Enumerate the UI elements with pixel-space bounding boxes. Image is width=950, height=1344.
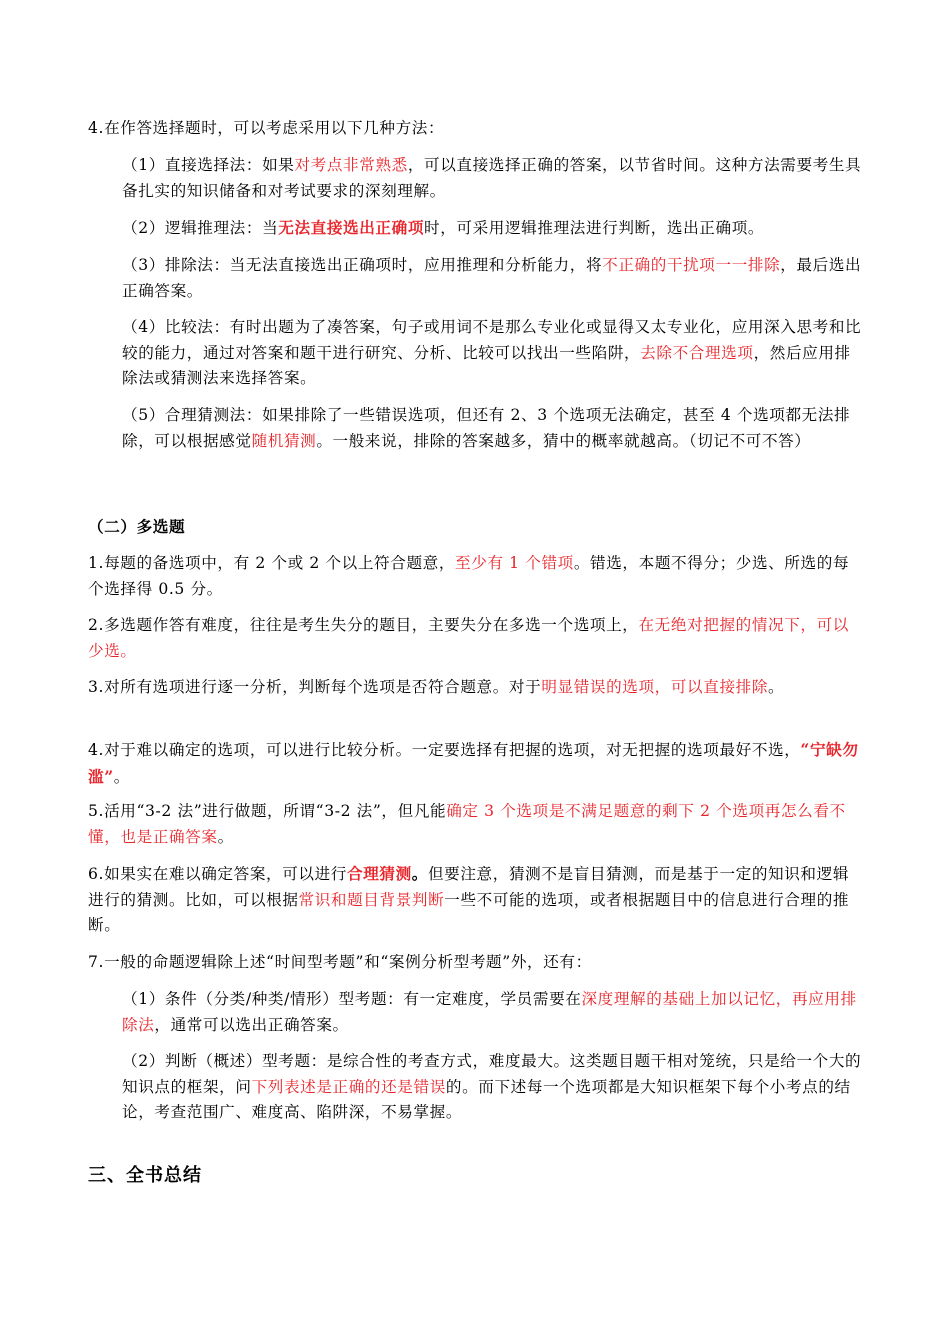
text: ，最后选出正确答案。: [122, 256, 862, 300]
text: 时，可采用逻辑推理法进行判断，选出正确项。: [424, 219, 765, 237]
text: 。: [217, 827, 234, 846]
highlight: 去除不合理选项: [640, 343, 754, 362]
multi-item-4: [88, 737, 864, 790]
multi-item-1: [88, 551, 864, 602]
highlight: 合理猜测: [346, 864, 412, 883]
text: （2）判断（概述）型考题：是综合性的考查方式，难度最大。这类题目题干相对笼统，只是给一个大的知识点的框架，问: [122, 1052, 862, 1096]
text: 。一般来说，排除的答案越多，猜中的概率就越高。（切记不可不答）: [316, 431, 811, 450]
method-guessing: [122, 403, 864, 454]
highlight: 在无绝对把握的情况下，可以少选。: [88, 616, 850, 660]
multi-item-7: [88, 950, 864, 976]
method-direct-choice: [122, 153, 864, 204]
multi-item-5: [88, 799, 864, 850]
text: ，然后应用排除法或猜测法来选择答案。: [122, 343, 851, 387]
text: 。: [411, 864, 428, 883]
text: 4.对于难以确定的选项，可以进行比较分析。一定要选择有把握的选项，对无把握的选项最好不选，: [88, 741, 801, 759]
highlight: 无法直接选出正确项: [278, 218, 425, 237]
highlight: 不正确的干扰项一一排除: [602, 256, 781, 274]
multi-choice-heading: （二）多选题: [88, 517, 186, 536]
question-type-condition: [122, 987, 864, 1038]
text: 。: [768, 678, 785, 696]
text: 6.如果实在难以确定答案，可以进行: [88, 865, 347, 883]
method-elimination: [122, 253, 864, 304]
text: 。: [113, 767, 130, 786]
text: 2.多选题作答有难度，往往是考生失分的题目，主要失分在多选一个选项上，: [88, 616, 639, 634]
method-comparison: [122, 315, 864, 392]
text: 4.在作答选择题时，可以考虑采用以下几种方法：: [88, 119, 445, 137]
text: 一些不可能的选项，或者根据题目中的信息进行合理的推断。: [88, 890, 850, 934]
text: 7.一般的命题逻辑除上述“时间型考题”和“案例分析型考题”外，还有：: [88, 953, 592, 971]
highlight: 下列表述是正确的还是错误: [251, 1077, 446, 1096]
text: （1）条件（分类/种类/情形）型考题：有一定难度，学员需要在: [122, 990, 582, 1008]
text: （4）比较法：有时出题为了凑答案，句子或用词不是那么专业化或显得又太专业化，应用深入思考和比较的能力，通过对答案和题干进行研究、分析、比较可以找出一些陷阱，: [122, 318, 862, 362]
highlight: 随机猜测: [251, 431, 317, 450]
highlight: “宁缺勿滥”: [88, 740, 859, 786]
highlight: 对考点非常熟悉: [294, 156, 408, 174]
text: （3）排除法：当无法直接选出正确项时，应用推理和分析能力，将: [122, 256, 603, 274]
text: （5）合理猜测法：如果排除了一些错误选项，但还有 2、3 个选项无法确定，甚至 4 个选项都无法排除，可以根据感觉: [122, 406, 851, 450]
text: 但要注意，猜测不是盲目猜测，而是基于一定的知识和逻辑进行的猜测。比如，可以根据: [88, 865, 850, 909]
question-type-judgment: [122, 1049, 864, 1126]
text: ，通常可以选出正确答案。: [154, 1015, 349, 1034]
text: 3.对所有选项进行逐一分析，判断每个选项是否符合题意。对于: [88, 678, 542, 696]
text: 的。而下述每一个选项都是大知识框架下每个小考点的结论，考查范围广、难度高、陷阱深，不易掌握。: [122, 1077, 851, 1121]
text: 。错选，本题不得分；少选、所选的每个选择得 0.5 分。: [88, 554, 850, 598]
text: （1）直接选择法：如果: [122, 156, 295, 174]
multi-item-3: [88, 675, 864, 701]
highlight: 明显错误的选项，可以直接排除: [541, 678, 769, 696]
text: （2）逻辑推理法：当: [122, 219, 279, 237]
text: 1.每题的备选项中，有 2 个或 2 个以上符合题意，: [88, 554, 456, 572]
text: ，可以直接选择正确的答案，以节省时间。这种方法需要考生具备扎实的知识储备和对考试要求的深刻理解。: [122, 156, 862, 200]
highlight: 深度理解的基础上加以记忆，再应用排除法: [122, 990, 857, 1034]
highlight: 至少有 1 个错项: [455, 554, 574, 572]
highlight: 常识和题目背景判断: [298, 890, 445, 909]
method-logic-reasoning: [122, 215, 864, 242]
summary-heading: 三、全书总结: [88, 1165, 202, 1186]
multi-item-6: [88, 861, 864, 939]
multi-item-2: [88, 613, 864, 664]
methods-intro: [88, 116, 864, 142]
highlight: 确定 3 个选项是不满足题意的剩下 2 个选项再怎么看不懂，也是正确答案: [88, 802, 846, 846]
text: 5.活用“3-2 法”进行做题，所谓“3-2 法”，但凡能: [88, 802, 447, 820]
